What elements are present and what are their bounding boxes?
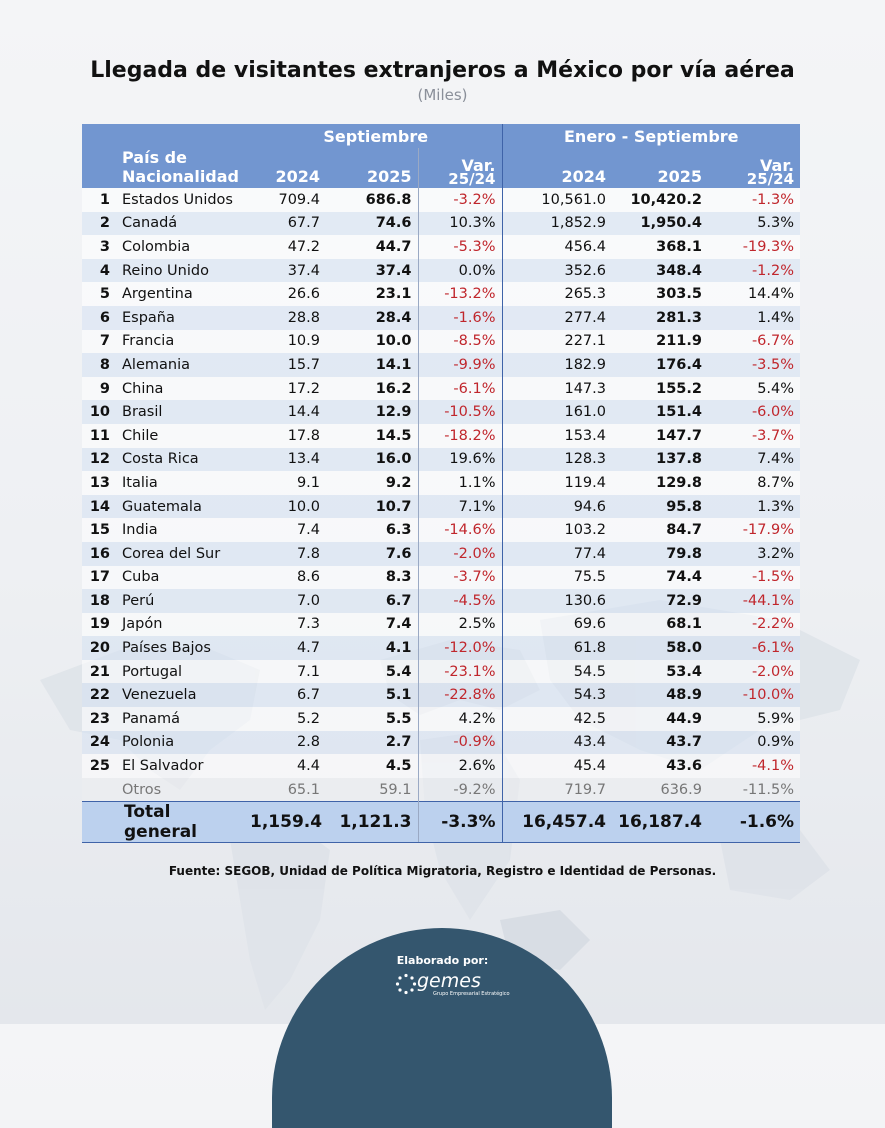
sept-var-cell: -3.3% <box>418 802 502 843</box>
sept-2024-cell: 17.8 <box>250 424 326 448</box>
ytd-2024-cell: 42.5 <box>502 707 612 731</box>
rank-cell: 8 <box>82 353 118 377</box>
sept-2024-cell: 2.8 <box>250 731 326 755</box>
sept-2025-cell: 5.5 <box>326 707 418 731</box>
gemes-logo <box>395 970 510 998</box>
sept-var-cell: -0.9% <box>418 731 502 755</box>
table-row <box>82 754 800 778</box>
country-cell: España <box>118 306 250 330</box>
country-cell: Japón <box>118 613 250 637</box>
sept-2024-cell: 5.2 <box>250 707 326 731</box>
country-cell: Panamá <box>118 707 250 731</box>
ytd-var-cell: -1.2% <box>708 259 800 283</box>
sept-2025-cell: 4.1 <box>326 636 418 660</box>
country-cell: Venezuela <box>118 683 250 707</box>
header-group-septiembre: Septiembre <box>250 124 502 148</box>
ytd-2024-cell: 277.4 <box>502 306 612 330</box>
ytd-var-cell: -6.0% <box>708 400 800 424</box>
ytd-var-cell: -4.1% <box>708 754 800 778</box>
country-cell: Argentina <box>118 282 250 306</box>
rank-cell: 16 <box>82 542 118 566</box>
ytd-2025-cell: 53.4 <box>612 660 708 684</box>
ytd-2024-cell: 16,457.4 <box>502 802 612 843</box>
ytd-var-cell: -1.6% <box>708 802 800 843</box>
country-cell: Alemania <box>118 353 250 377</box>
table-row <box>82 518 800 542</box>
ytd-var-cell: -6.7% <box>708 330 800 354</box>
rank-cell: 14 <box>82 495 118 519</box>
rank-cell: 25 <box>82 754 118 778</box>
country-cell: Costa Rica <box>118 448 250 472</box>
country-cell: Brasil <box>118 400 250 424</box>
table-row <box>82 495 800 519</box>
ytd-var-cell: -10.0% <box>708 683 800 707</box>
table-row-otros <box>82 778 800 802</box>
ytd-2024-cell: 147.3 <box>502 377 612 401</box>
table-row <box>82 636 800 660</box>
ytd-var-cell: 8.7% <box>708 471 800 495</box>
ytd-var-cell: -6.1% <box>708 636 800 660</box>
sept-2025-cell: 23.1 <box>326 282 418 306</box>
source-note: Fuente: SEGOB, Unidad de Política Migratoria, Registro e Identidad de Personas. <box>168 864 717 878</box>
country-cell: China <box>118 377 250 401</box>
ytd-var-cell: 7.4% <box>708 448 800 472</box>
sept-2025-cell: 44.7 <box>326 235 418 259</box>
table-row <box>82 353 800 377</box>
sept-2025-cell: 12.9 <box>326 400 418 424</box>
sept-2024-cell: 17.2 <box>250 377 326 401</box>
ytd-2025-cell: 84.7 <box>612 518 708 542</box>
sept-var-cell: -18.2% <box>418 424 502 448</box>
country-cell: Otros <box>118 778 250 802</box>
gemes-logo-name: gemes <box>417 970 481 992</box>
sept-2025-cell: 28.4 <box>326 306 418 330</box>
ytd-var-cell: 14.4% <box>708 282 800 306</box>
ytd-2024-cell: 1,852.9 <box>502 212 612 236</box>
ytd-var-cell: -44.1% <box>708 589 800 613</box>
sept-2025-cell: 7.6 <box>326 542 418 566</box>
header-row-columns <box>82 148 800 188</box>
table-row <box>82 282 800 306</box>
rank-cell: 10 <box>82 400 118 424</box>
sept-var-cell: -22.8% <box>418 683 502 707</box>
country-cell: Estados Unidos <box>118 188 250 212</box>
ytd-2025-cell: 129.8 <box>612 471 708 495</box>
ytd-var-cell: 5.3% <box>708 212 800 236</box>
sept-2024-cell: 14.4 <box>250 400 326 424</box>
sept-var-cell: -9.2% <box>418 778 502 802</box>
sept-2024-cell: 7.8 <box>250 542 326 566</box>
country-cell: Corea del Sur <box>118 542 250 566</box>
ytd-var-cell: 1.3% <box>708 495 800 519</box>
header-sept-2024: 2024 <box>250 148 326 188</box>
ytd-2025-cell: 636.9 <box>612 778 708 802</box>
sept-2024-cell: 6.7 <box>250 683 326 707</box>
rank-cell: 23 <box>82 707 118 731</box>
ytd-2024-cell: 119.4 <box>502 471 612 495</box>
sept-var-cell: -2.0% <box>418 542 502 566</box>
ytd-var-cell: 1.4% <box>708 306 800 330</box>
header-ytd-2024: 2024 <box>502 148 612 188</box>
table-row <box>82 330 800 354</box>
page-subtitle: (Miles) <box>417 86 468 104</box>
ytd-var-cell: -3.7% <box>708 424 800 448</box>
sept-2024-cell: 10.0 <box>250 495 326 519</box>
rank-cell <box>82 778 118 802</box>
ytd-2025-cell: 368.1 <box>612 235 708 259</box>
country-cell: Francia <box>118 330 250 354</box>
rank-cell: 24 <box>82 731 118 755</box>
ytd-2025-cell: 147.7 <box>612 424 708 448</box>
sept-2024-cell: 4.4 <box>250 754 326 778</box>
ytd-2025-cell: 10,420.2 <box>612 188 708 212</box>
sept-var-cell: -8.5% <box>418 330 502 354</box>
sept-var-cell: -6.1% <box>418 377 502 401</box>
header-ytd-2025: 2025 <box>612 148 708 188</box>
sept-var-cell: 2.5% <box>418 613 502 637</box>
ytd-2024-cell: 54.5 <box>502 660 612 684</box>
country-cell: Reino Unido <box>118 259 250 283</box>
ytd-2025-cell: 48.9 <box>612 683 708 707</box>
header-country: País de Nacionalidad <box>118 148 250 188</box>
ytd-2024-cell: 54.3 <box>502 683 612 707</box>
sept-2025-cell: 59.1 <box>326 778 418 802</box>
ytd-2025-cell: 155.2 <box>612 377 708 401</box>
country-cell: Países Bajos <box>118 636 250 660</box>
ytd-2025-cell: 43.6 <box>612 754 708 778</box>
rank-cell: 17 <box>82 566 118 590</box>
ytd-2025-cell: 44.9 <box>612 707 708 731</box>
sept-2024-cell: 7.3 <box>250 613 326 637</box>
sept-2025-cell: 8.3 <box>326 566 418 590</box>
sept-2025-cell: 6.3 <box>326 518 418 542</box>
sept-2024-cell: 9.1 <box>250 471 326 495</box>
rank-cell: 9 <box>82 377 118 401</box>
ytd-2025-cell: 1,950.4 <box>612 212 708 236</box>
ytd-2024-cell: 182.9 <box>502 353 612 377</box>
table-row <box>82 306 800 330</box>
table-row <box>82 471 800 495</box>
sept-var-cell: -1.6% <box>418 306 502 330</box>
sept-var-cell: -13.2% <box>418 282 502 306</box>
table-row-total <box>82 802 800 843</box>
country-cell: Polonia <box>118 731 250 755</box>
ytd-2024-cell: 456.4 <box>502 235 612 259</box>
sept-2024-cell: 8.6 <box>250 566 326 590</box>
ytd-var-cell: 0.9% <box>708 731 800 755</box>
ytd-2025-cell: 348.4 <box>612 259 708 283</box>
table-row <box>82 188 800 212</box>
table-row <box>82 377 800 401</box>
rank-cell: 18 <box>82 589 118 613</box>
ytd-var-cell: -11.5% <box>708 778 800 802</box>
country-cell: Portugal <box>118 660 250 684</box>
sept-var-cell: -3.7% <box>418 566 502 590</box>
gemes-logo-icon <box>395 973 417 995</box>
sept-2024-cell: 7.0 <box>250 589 326 613</box>
table-row <box>82 660 800 684</box>
sept-2025-cell: 14.5 <box>326 424 418 448</box>
table-row <box>82 613 800 637</box>
sept-var-cell: 19.6% <box>418 448 502 472</box>
sept-2025-cell: 5.4 <box>326 660 418 684</box>
sept-2025-cell: 9.2 <box>326 471 418 495</box>
ytd-2024-cell: 130.6 <box>502 589 612 613</box>
ytd-2025-cell: 58.0 <box>612 636 708 660</box>
ytd-2025-cell: 211.9 <box>612 330 708 354</box>
ytd-2025-cell: 303.5 <box>612 282 708 306</box>
sept-2025-cell: 5.1 <box>326 683 418 707</box>
rank-cell: 21 <box>82 660 118 684</box>
country-cell: Perú <box>118 589 250 613</box>
table-row <box>82 424 800 448</box>
ytd-2024-cell: 45.4 <box>502 754 612 778</box>
ytd-var-cell: -1.5% <box>708 566 800 590</box>
table-row <box>82 212 800 236</box>
ytd-2024-cell: 265.3 <box>502 282 612 306</box>
sept-var-cell: -4.5% <box>418 589 502 613</box>
ytd-2024-cell: 227.1 <box>502 330 612 354</box>
ytd-var-cell: -3.5% <box>708 353 800 377</box>
sept-var-cell: -3.2% <box>418 188 502 212</box>
ytd-2025-cell: 43.7 <box>612 731 708 755</box>
ytd-2024-cell: 77.4 <box>502 542 612 566</box>
sept-var-cell: -10.5% <box>418 400 502 424</box>
sept-var-cell: -23.1% <box>418 660 502 684</box>
sept-2024-cell: 37.4 <box>250 259 326 283</box>
country-cell: India <box>118 518 250 542</box>
ytd-var-cell: -19.3% <box>708 235 800 259</box>
rank-cell: 22 <box>82 683 118 707</box>
total-label-cell: Total general <box>82 802 250 843</box>
ytd-2025-cell: 74.4 <box>612 566 708 590</box>
sept-2025-cell: 74.6 <box>326 212 418 236</box>
ytd-2024-cell: 94.6 <box>502 495 612 519</box>
rank-cell: 12 <box>82 448 118 472</box>
sept-2024-cell: 28.8 <box>250 306 326 330</box>
table-row <box>82 235 800 259</box>
ytd-2024-cell: 153.4 <box>502 424 612 448</box>
ytd-2025-cell: 95.8 <box>612 495 708 519</box>
ytd-var-cell: -2.2% <box>708 613 800 637</box>
rank-cell: 15 <box>82 518 118 542</box>
table-row <box>82 731 800 755</box>
ytd-2024-cell: 61.8 <box>502 636 612 660</box>
country-cell: Canadá <box>118 212 250 236</box>
sept-2024-cell: 10.9 <box>250 330 326 354</box>
sept-var-cell: -14.6% <box>418 518 502 542</box>
sept-2025-cell: 4.5 <box>326 754 418 778</box>
header-sept-var: Var. 25/24 <box>418 148 502 188</box>
table-row <box>82 400 800 424</box>
sept-2025-cell: 10.0 <box>326 330 418 354</box>
sept-2024-cell: 709.4 <box>250 188 326 212</box>
sept-2024-cell: 13.4 <box>250 448 326 472</box>
country-cell: Chile <box>118 424 250 448</box>
ytd-2025-cell: 176.4 <box>612 353 708 377</box>
header-ytd-var: Var. 25/24 <box>708 148 800 188</box>
rank-cell: 11 <box>82 424 118 448</box>
ytd-2025-cell: 16,187.4 <box>612 802 708 843</box>
ytd-2025-cell: 137.8 <box>612 448 708 472</box>
sept-2025-cell: 6.7 <box>326 589 418 613</box>
header-group-enero-septiembre: Enero - Septiembre <box>502 124 800 148</box>
sept-2025-cell: 16.0 <box>326 448 418 472</box>
table-row <box>82 589 800 613</box>
rank-cell: 2 <box>82 212 118 236</box>
sept-var-cell: 0.0% <box>418 259 502 283</box>
sept-var-cell: 10.3% <box>418 212 502 236</box>
ytd-var-cell: -1.3% <box>708 188 800 212</box>
ytd-2024-cell: 43.4 <box>502 731 612 755</box>
sept-var-cell: 1.1% <box>418 471 502 495</box>
country-cell: Guatemala <box>118 495 250 519</box>
rank-cell: 6 <box>82 306 118 330</box>
rank-cell: 7 <box>82 330 118 354</box>
sept-2024-cell: 67.7 <box>250 212 326 236</box>
ytd-2025-cell: 151.4 <box>612 400 708 424</box>
sept-2024-cell: 7.1 <box>250 660 326 684</box>
elaborado-label: Elaborado por: <box>396 954 489 967</box>
sept-var-cell: -12.0% <box>418 636 502 660</box>
rank-cell: 13 <box>82 471 118 495</box>
sept-2025-cell: 37.4 <box>326 259 418 283</box>
ytd-2024-cell: 128.3 <box>502 448 612 472</box>
ytd-2024-cell: 161.0 <box>502 400 612 424</box>
sept-2025-cell: 1,121.3 <box>326 802 418 843</box>
table-row <box>82 542 800 566</box>
ytd-var-cell: 3.2% <box>708 542 800 566</box>
sept-var-cell: 7.1% <box>418 495 502 519</box>
country-cell: Colombia <box>118 235 250 259</box>
sept-var-cell: 2.6% <box>418 754 502 778</box>
ytd-2025-cell: 68.1 <box>612 613 708 637</box>
sept-2024-cell: 4.7 <box>250 636 326 660</box>
sept-var-cell: -5.3% <box>418 235 502 259</box>
sept-2024-cell: 65.1 <box>250 778 326 802</box>
sept-2025-cell: 16.2 <box>326 377 418 401</box>
header-sept-2025: 2025 <box>326 148 418 188</box>
sept-2024-cell: 15.7 <box>250 353 326 377</box>
ytd-var-cell: -17.9% <box>708 518 800 542</box>
country-cell: Cuba <box>118 566 250 590</box>
sept-2024-cell: 7.4 <box>250 518 326 542</box>
page-title: Llegada de visitantes extranjeros a México por vía aérea <box>90 58 795 83</box>
table-row <box>82 566 800 590</box>
sept-2024-cell: 26.6 <box>250 282 326 306</box>
rank-cell: 19 <box>82 613 118 637</box>
table-row <box>82 448 800 472</box>
ytd-2024-cell: 69.6 <box>502 613 612 637</box>
ytd-var-cell: 5.9% <box>708 707 800 731</box>
ytd-2024-cell: 719.7 <box>502 778 612 802</box>
ytd-2024-cell: 10,561.0 <box>502 188 612 212</box>
ytd-var-cell: 5.4% <box>708 377 800 401</box>
ytd-2024-cell: 352.6 <box>502 259 612 283</box>
sept-2024-cell: 1,159.4 <box>250 802 326 843</box>
ytd-2024-cell: 75.5 <box>502 566 612 590</box>
table-row <box>82 683 800 707</box>
sept-2025-cell: 14.1 <box>326 353 418 377</box>
ytd-var-cell: -2.0% <box>708 660 800 684</box>
ytd-2025-cell: 281.3 <box>612 306 708 330</box>
sept-2025-cell: 686.8 <box>326 188 418 212</box>
sept-2025-cell: 7.4 <box>326 613 418 637</box>
rank-cell: 4 <box>82 259 118 283</box>
rank-cell: 3 <box>82 235 118 259</box>
sept-2025-cell: 10.7 <box>326 495 418 519</box>
sept-2025-cell: 2.7 <box>326 731 418 755</box>
ytd-2025-cell: 79.8 <box>612 542 708 566</box>
country-cell: El Salvador <box>118 754 250 778</box>
ytd-2025-cell: 72.9 <box>612 589 708 613</box>
rank-cell: 1 <box>82 188 118 212</box>
sept-2024-cell: 47.2 <box>250 235 326 259</box>
ytd-2024-cell: 103.2 <box>502 518 612 542</box>
rank-cell: 5 <box>82 282 118 306</box>
gemes-logo-tagline: Grupo Empresarial Estratégico <box>433 991 510 997</box>
sept-var-cell: -9.9% <box>418 353 502 377</box>
table-row <box>82 707 800 731</box>
rank-cell: 20 <box>82 636 118 660</box>
header-row-groups <box>82 124 800 148</box>
sept-var-cell: 4.2% <box>418 707 502 731</box>
table-row <box>82 259 800 283</box>
visitors-table <box>82 124 800 843</box>
country-cell: Italia <box>118 471 250 495</box>
